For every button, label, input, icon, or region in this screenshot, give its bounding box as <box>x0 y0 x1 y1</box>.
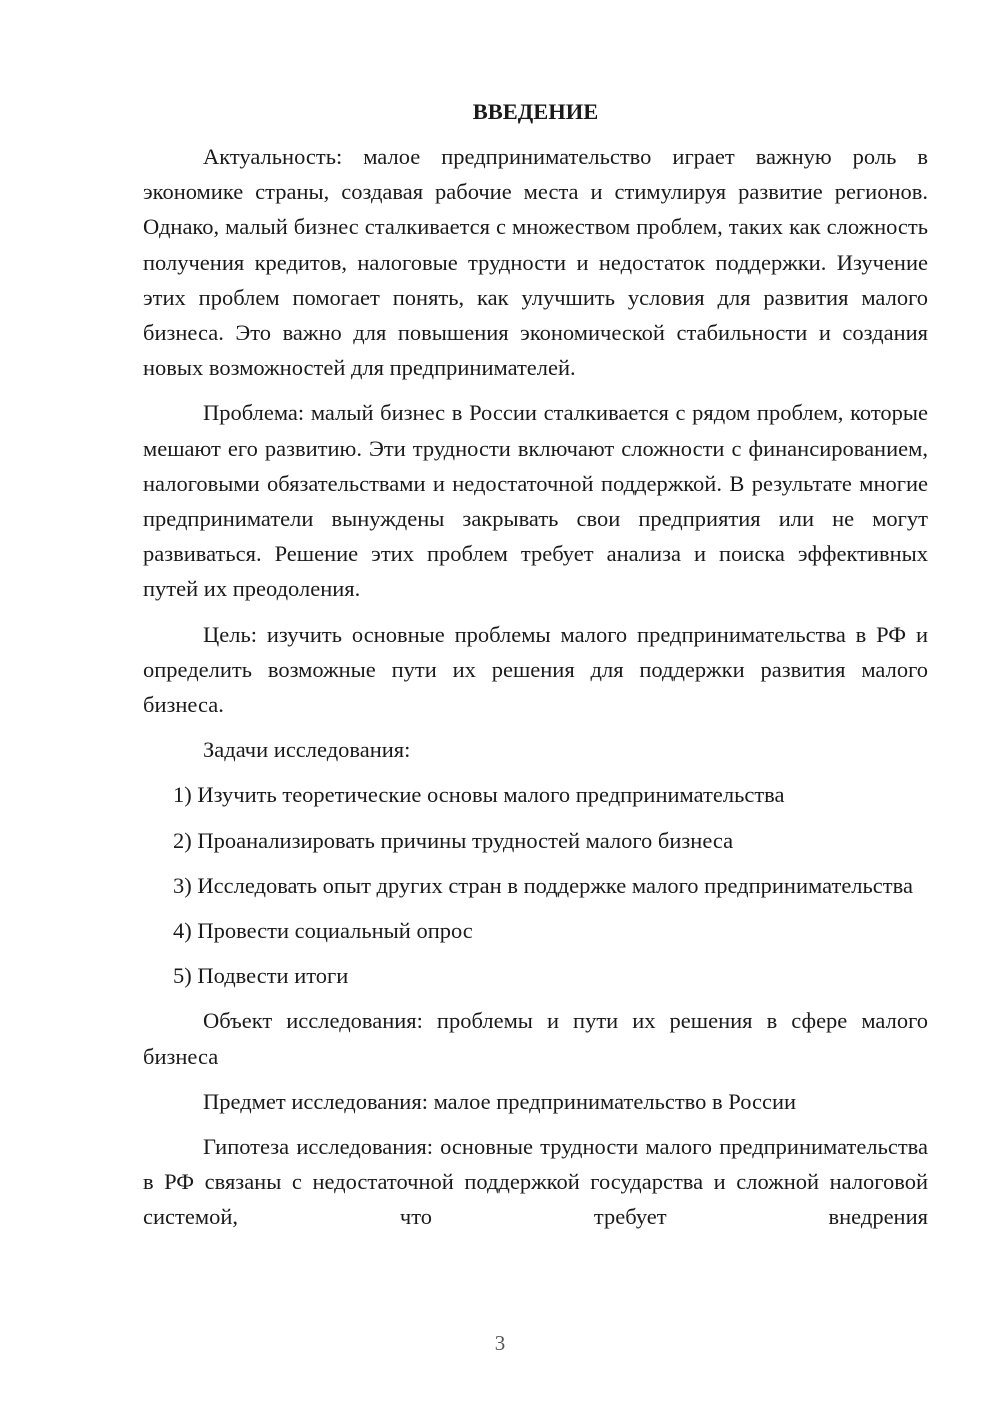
task-item: 1) Изучить теоретические основы малого предпринимательства <box>173 782 785 808</box>
task-item: 3) Исследовать опыт других стран в поддержке малого предпринимательства <box>173 872 913 898</box>
paragraph-problem: Проблема: малый бизнес в России сталкивается с рядом проблем, которые мешают его развитию. Эти трудности включают сложности с финансированием, налоговыми обязательствами и недостаточной поддержкой. В результате многие предприниматели вынуждены закрывать свои предприятия или не могут развиваться. Решение этих проблем требует анализа и поиска эффективных путей их преодоления. <box>143 400 928 602</box>
document-body <box>143 94 928 1245</box>
paragraph-relevance: Актуальность: малое предпринимательство играет важную роль в экономике страны, создавая рабочие места и стимулируя развитие регионов. Однако, малый бизнес сталкивается с множеством проблем, таких как сложность получения кредитов, налоговые трудности и недостаток поддержки. Изучение этих проблем помогает понять, как улучшить условия для развития малого бизнеса. Это важно для повышения экономической стабильности и создания новых возможностей для предпринимателей. <box>143 144 928 381</box>
task-item: 4) Провести социальный опрос <box>173 918 473 944</box>
task-item: 5) Подвести итоги <box>173 963 349 989</box>
page-number: 3 <box>494 1331 506 1355</box>
task-item: 2) Проанализировать причины трудностей малого бизнеса <box>173 827 734 853</box>
paragraph-object: Объект исследования: проблемы и пути их решения в сфере малого бизнеса <box>143 1008 928 1069</box>
paragraph-subject: Предмет исследования: малое предпринимательство в России <box>203 1088 797 1114</box>
paragraph-goal: Цель: изучить основные проблемы малого предпринимательства в РФ и определить возможные пути их решения для поддержки развития малого бизнеса. <box>143 621 928 718</box>
paragraph-hypothesis: Гипотеза исследования: основные трудности малого предпринимательства в РФ связаны с недостаточной поддержкой государства и сложной налоговой системой, что требует внедрения <box>143 1134 928 1230</box>
section-title: ВВЕДЕНИЕ <box>472 99 599 124</box>
paragraph-tasks-heading: Задачи исследования: <box>203 737 411 763</box>
